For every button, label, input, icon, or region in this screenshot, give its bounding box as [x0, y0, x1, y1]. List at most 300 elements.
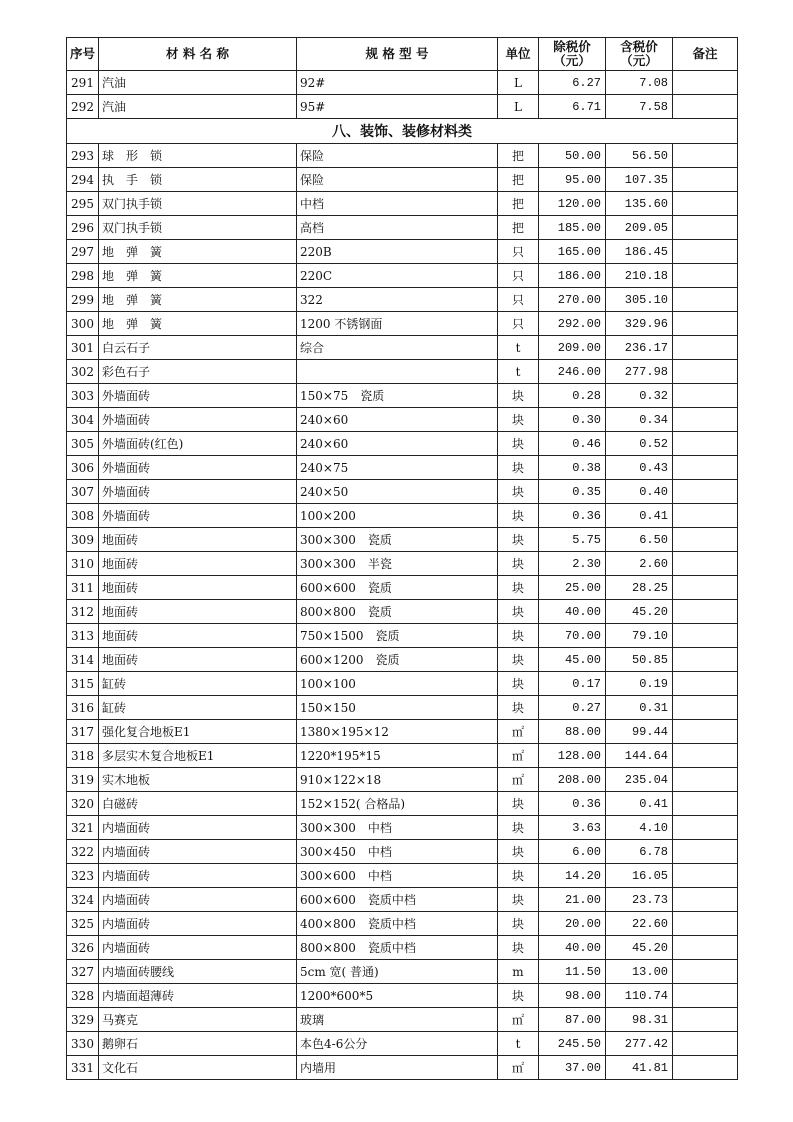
cell-unit: 块 — [498, 408, 539, 432]
cell-no: 292 — [67, 95, 99, 119]
cell-remark — [673, 792, 738, 816]
cell-unit: 块 — [498, 384, 539, 408]
cell-no: 316 — [67, 696, 99, 720]
cell-price-ex-tax: 88.00 — [539, 720, 606, 744]
cell-price-ex-tax: 186.00 — [539, 264, 606, 288]
cell-unit: 块 — [498, 456, 539, 480]
table-row — [67, 864, 738, 888]
cell-spec: 322 — [297, 288, 498, 312]
cell-name: 鹅卵石 — [99, 1032, 297, 1056]
cell-spec: 240×50 — [297, 480, 498, 504]
cell-spec: 300×300 半瓷 — [297, 552, 498, 576]
cell-price-inc-tax: 0.32 — [606, 384, 673, 408]
cell-unit: 块 — [498, 792, 539, 816]
cell-no: 304 — [67, 408, 99, 432]
cell-unit: 块 — [498, 552, 539, 576]
cell-spec: 5cm 宽( 普通) — [297, 960, 498, 984]
cell-remark — [673, 768, 738, 792]
cell-no: 329 — [67, 1008, 99, 1032]
cell-price-ex-tax: 98.00 — [539, 984, 606, 1008]
cell-name: 外墙面砖 — [99, 456, 297, 480]
cell-price-ex-tax: 21.00 — [539, 888, 606, 912]
cell-price-inc-tax: 50.85 — [606, 648, 673, 672]
cell-no: 317 — [67, 720, 99, 744]
cell-remark — [673, 144, 738, 168]
cell-price-inc-tax: 107.35 — [606, 168, 673, 192]
cell-price-inc-tax: 305.10 — [606, 288, 673, 312]
table-row — [67, 744, 738, 768]
cell-price-inc-tax: 22.60 — [606, 912, 673, 936]
cell-no: 311 — [67, 576, 99, 600]
cell-remark — [673, 408, 738, 432]
cell-spec: 高档 — [297, 216, 498, 240]
cell-remark — [673, 504, 738, 528]
cell-unit: 块 — [498, 936, 539, 960]
cell-remark — [673, 696, 738, 720]
table-row — [67, 240, 738, 264]
cell-name: 地面砖 — [99, 648, 297, 672]
cell-price-ex-tax: 245.50 — [539, 1032, 606, 1056]
cell-price-ex-tax: 270.00 — [539, 288, 606, 312]
cell-unit: 块 — [498, 600, 539, 624]
cell-remark — [673, 288, 738, 312]
header-unit: 单位 — [498, 38, 539, 71]
cell-no: 294 — [67, 168, 99, 192]
cell-name: 强化复合地板E1 — [99, 720, 297, 744]
cell-price-inc-tax: 277.98 — [606, 360, 673, 384]
cell-name: 多层实木复合地板E1 — [99, 744, 297, 768]
table-row — [67, 216, 738, 240]
cell-spec: 玻璃 — [297, 1008, 498, 1032]
cell-spec: 1200 不锈钢面 — [297, 312, 498, 336]
cell-spec: 240×60 — [297, 408, 498, 432]
cell-unit: 块 — [498, 504, 539, 528]
cell-price-ex-tax: 6.00 — [539, 840, 606, 864]
cell-spec: 300×450 中档 — [297, 840, 498, 864]
cell-no: 323 — [67, 864, 99, 888]
cell-price-inc-tax: 98.31 — [606, 1008, 673, 1032]
cell-unit: 块 — [498, 528, 539, 552]
cell-name: 地面砖 — [99, 624, 297, 648]
table-row — [67, 192, 738, 216]
cell-unit: 块 — [498, 432, 539, 456]
cell-remark — [673, 95, 738, 119]
cell-price-inc-tax: 329.96 — [606, 312, 673, 336]
cell-price-inc-tax: 45.20 — [606, 600, 673, 624]
cell-name: 白磁砖 — [99, 792, 297, 816]
cell-price-inc-tax: 45.20 — [606, 936, 673, 960]
table-row — [67, 71, 738, 95]
cell-spec: 240×75 — [297, 456, 498, 480]
cell-spec: 400×800 瓷质中档 — [297, 912, 498, 936]
cell-price-ex-tax: 40.00 — [539, 936, 606, 960]
cell-unit: 块 — [498, 888, 539, 912]
cell-remark — [673, 240, 738, 264]
cell-remark — [673, 192, 738, 216]
cell-spec: 600×600 瓷质 — [297, 576, 498, 600]
cell-name: 实木地板 — [99, 768, 297, 792]
cell-unit: ㎡ — [498, 720, 539, 744]
cell-name: 内墙面砖 — [99, 840, 297, 864]
cell-remark — [673, 432, 738, 456]
cell-no: 326 — [67, 936, 99, 960]
table-row — [67, 624, 738, 648]
table-row — [67, 888, 738, 912]
cell-name: 文化石 — [99, 1056, 297, 1080]
cell-price-ex-tax: 0.30 — [539, 408, 606, 432]
cell-no: 293 — [67, 144, 99, 168]
cell-price-ex-tax: 25.00 — [539, 576, 606, 600]
cell-name: 汽油 — [99, 71, 297, 95]
table-row — [67, 720, 738, 744]
cell-price-ex-tax: 0.36 — [539, 792, 606, 816]
cell-name: 马赛克 — [99, 1008, 297, 1032]
cell-price-inc-tax: 56.50 — [606, 144, 673, 168]
cell-unit: t — [498, 336, 539, 360]
cell-unit: 块 — [498, 984, 539, 1008]
table-row — [67, 432, 738, 456]
cell-price-inc-tax: 13.00 — [606, 960, 673, 984]
cell-price-ex-tax: 6.71 — [539, 95, 606, 119]
cell-no: 313 — [67, 624, 99, 648]
table-row — [67, 528, 738, 552]
cell-price-inc-tax: 79.10 — [606, 624, 673, 648]
cell-unit: 只 — [498, 240, 539, 264]
table-row — [67, 768, 738, 792]
cell-name: 内墙面砖 — [99, 912, 297, 936]
cell-spec: 1200*600*5 — [297, 984, 498, 1008]
cell-remark — [673, 456, 738, 480]
cell-remark — [673, 71, 738, 95]
price-table — [66, 37, 738, 1080]
cell-spec: 600×1200 瓷质 — [297, 648, 498, 672]
cell-unit: 块 — [498, 816, 539, 840]
cell-unit: ㎡ — [498, 744, 539, 768]
cell-remark — [673, 624, 738, 648]
cell-remark — [673, 552, 738, 576]
cell-name: 内墙面砖 — [99, 864, 297, 888]
cell-remark — [673, 888, 738, 912]
cell-name: 外墙面砖(红色) — [99, 432, 297, 456]
cell-spec: 220B — [297, 240, 498, 264]
cell-price-inc-tax: 209.05 — [606, 216, 673, 240]
cell-no: 331 — [67, 1056, 99, 1080]
cell-name: 地面砖 — [99, 600, 297, 624]
cell-no: 310 — [67, 552, 99, 576]
cell-name: 地面砖 — [99, 528, 297, 552]
cell-spec: 本色4-6公分 — [297, 1032, 498, 1056]
cell-name: 白云石子 — [99, 336, 297, 360]
cell-price-ex-tax: 0.36 — [539, 504, 606, 528]
cell-no: 330 — [67, 1032, 99, 1056]
cell-unit: ㎡ — [498, 1056, 539, 1080]
cell-unit: 块 — [498, 480, 539, 504]
cell-no: 319 — [67, 768, 99, 792]
cell-price-inc-tax: 4.10 — [606, 816, 673, 840]
cell-unit: ㎡ — [498, 1008, 539, 1032]
cell-price-inc-tax: 0.41 — [606, 504, 673, 528]
cell-price-inc-tax: 144.64 — [606, 744, 673, 768]
cell-price-inc-tax: 135.60 — [606, 192, 673, 216]
cell-name: 汽油 — [99, 95, 297, 119]
cell-no: 327 — [67, 960, 99, 984]
cell-price-ex-tax: 14.20 — [539, 864, 606, 888]
cell-spec: 152×152( 合格品) — [297, 792, 498, 816]
cell-spec: 220C — [297, 264, 498, 288]
cell-remark — [673, 840, 738, 864]
cell-spec: 95# — [297, 95, 498, 119]
cell-name: 外墙面砖 — [99, 408, 297, 432]
table-row — [67, 552, 738, 576]
cell-price-inc-tax: 110.74 — [606, 984, 673, 1008]
cell-no: 328 — [67, 984, 99, 1008]
cell-no: 312 — [67, 600, 99, 624]
cell-price-ex-tax: 0.46 — [539, 432, 606, 456]
cell-remark — [673, 864, 738, 888]
cell-price-inc-tax: 0.43 — [606, 456, 673, 480]
cell-no: 318 — [67, 744, 99, 768]
table-row — [67, 504, 738, 528]
cell-no: 300 — [67, 312, 99, 336]
cell-unit: 把 — [498, 168, 539, 192]
cell-price-inc-tax: 0.34 — [606, 408, 673, 432]
table-row — [67, 456, 738, 480]
cell-price-inc-tax: 235.04 — [606, 768, 673, 792]
cell-unit: 块 — [498, 648, 539, 672]
cell-price-inc-tax: 23.73 — [606, 888, 673, 912]
table-row — [67, 648, 738, 672]
cell-remark — [673, 360, 738, 384]
cell-remark — [673, 600, 738, 624]
cell-price-inc-tax: 236.17 — [606, 336, 673, 360]
table-row — [67, 264, 738, 288]
cell-unit: L — [498, 71, 539, 95]
cell-unit: 把 — [498, 144, 539, 168]
cell-name: 内墙面砖 — [99, 936, 297, 960]
table-row — [67, 1008, 738, 1032]
cell-spec: 910×122×18 — [297, 768, 498, 792]
cell-remark — [673, 312, 738, 336]
cell-price-inc-tax: 0.19 — [606, 672, 673, 696]
cell-spec: 240×60 — [297, 432, 498, 456]
cell-spec: 保险 — [297, 144, 498, 168]
cell-remark — [673, 960, 738, 984]
cell-price-inc-tax: 6.50 — [606, 528, 673, 552]
table-row — [67, 408, 738, 432]
cell-price-ex-tax: 0.38 — [539, 456, 606, 480]
table-row — [67, 360, 738, 384]
cell-price-inc-tax: 16.05 — [606, 864, 673, 888]
cell-name: 地面砖 — [99, 552, 297, 576]
cell-no: 291 — [67, 71, 99, 95]
cell-price-ex-tax: 208.00 — [539, 768, 606, 792]
cell-price-ex-tax: 3.63 — [539, 816, 606, 840]
cell-remark — [673, 744, 738, 768]
cell-price-ex-tax: 120.00 — [539, 192, 606, 216]
table-body — [67, 71, 738, 1080]
cell-unit: 把 — [498, 192, 539, 216]
cell-spec: 150×75 瓷质 — [297, 384, 498, 408]
cell-price-inc-tax: 7.58 — [606, 95, 673, 119]
cell-price-inc-tax: 0.31 — [606, 696, 673, 720]
table-row — [67, 1056, 738, 1080]
cell-price-ex-tax: 11.50 — [539, 960, 606, 984]
cell-remark — [673, 936, 738, 960]
cell-price-inc-tax: 0.41 — [606, 792, 673, 816]
cell-no: 295 — [67, 192, 99, 216]
cell-spec: 100×100 — [297, 672, 498, 696]
cell-name: 内墙面砖 — [99, 888, 297, 912]
cell-no: 305 — [67, 432, 99, 456]
cell-no: 308 — [67, 504, 99, 528]
table-row — [67, 1032, 738, 1056]
header-price-ex-tax: 除税价 （元） — [539, 38, 606, 71]
cell-price-inc-tax: 2.60 — [606, 552, 673, 576]
cell-price-ex-tax: 87.00 — [539, 1008, 606, 1032]
cell-name: 缸砖 — [99, 672, 297, 696]
cell-spec — [297, 360, 498, 384]
cell-no: 325 — [67, 912, 99, 936]
cell-remark — [673, 528, 738, 552]
cell-no: 299 — [67, 288, 99, 312]
cell-unit: t — [498, 1032, 539, 1056]
cell-name: 地 弹 簧 — [99, 264, 297, 288]
cell-remark — [673, 648, 738, 672]
cell-remark — [673, 576, 738, 600]
cell-no: 306 — [67, 456, 99, 480]
cell-no: 321 — [67, 816, 99, 840]
cell-name: 地面砖 — [99, 576, 297, 600]
cell-remark — [673, 672, 738, 696]
cell-unit: m — [498, 960, 539, 984]
cell-name: 内墙面砖 — [99, 816, 297, 840]
cell-name: 双门执手锁 — [99, 216, 297, 240]
cell-spec: 600×600 瓷质中档 — [297, 888, 498, 912]
cell-unit: 把 — [498, 216, 539, 240]
table-row — [67, 840, 738, 864]
table-row — [67, 95, 738, 119]
table-row — [67, 912, 738, 936]
cell-spec: 中档 — [297, 192, 498, 216]
cell-spec: 100×200 — [297, 504, 498, 528]
cell-no: 322 — [67, 840, 99, 864]
cell-unit: 块 — [498, 864, 539, 888]
cell-name: 外墙面砖 — [99, 480, 297, 504]
cell-spec: 300×300 瓷质 — [297, 528, 498, 552]
cell-price-ex-tax: 246.00 — [539, 360, 606, 384]
cell-price-ex-tax: 0.17 — [539, 672, 606, 696]
cell-price-ex-tax: 20.00 — [539, 912, 606, 936]
cell-remark — [673, 480, 738, 504]
cell-unit: 只 — [498, 312, 539, 336]
cell-price-inc-tax: 99.44 — [606, 720, 673, 744]
cell-name: 外墙面砖 — [99, 504, 297, 528]
cell-price-ex-tax: 40.00 — [539, 600, 606, 624]
cell-spec: 300×600 中档 — [297, 864, 498, 888]
cell-spec: 92# — [297, 71, 498, 95]
cell-no: 297 — [67, 240, 99, 264]
cell-price-inc-tax: 0.52 — [606, 432, 673, 456]
cell-price-inc-tax: 210.18 — [606, 264, 673, 288]
cell-name: 外墙面砖 — [99, 384, 297, 408]
cell-spec: 300×300 中档 — [297, 816, 498, 840]
cell-unit: 块 — [498, 912, 539, 936]
cell-no: 320 — [67, 792, 99, 816]
table-row — [67, 600, 738, 624]
cell-unit: 块 — [498, 696, 539, 720]
header-remark: 备注 — [673, 38, 738, 71]
cell-price-ex-tax: 45.00 — [539, 648, 606, 672]
cell-spec: 综合 — [297, 336, 498, 360]
table-row — [67, 984, 738, 1008]
cell-no: 303 — [67, 384, 99, 408]
table-header-row — [67, 38, 738, 71]
cell-no: 301 — [67, 336, 99, 360]
cell-price-ex-tax: 50.00 — [539, 144, 606, 168]
cell-spec: 1380×195×12 — [297, 720, 498, 744]
table-row — [67, 576, 738, 600]
cell-price-ex-tax: 185.00 — [539, 216, 606, 240]
table-row — [67, 384, 738, 408]
table-row — [67, 696, 738, 720]
cell-unit: ㎡ — [498, 768, 539, 792]
cell-name: 内墙面超薄砖 — [99, 984, 297, 1008]
cell-price-ex-tax: 0.27 — [539, 696, 606, 720]
cell-price-inc-tax: 186.45 — [606, 240, 673, 264]
table-row — [67, 792, 738, 816]
cell-remark — [673, 912, 738, 936]
cell-unit: 块 — [498, 672, 539, 696]
table-row — [67, 144, 738, 168]
table-row — [67, 288, 738, 312]
header-spec: 规 格 型 号 — [297, 38, 498, 71]
cell-remark — [673, 336, 738, 360]
cell-price-inc-tax: 41.81 — [606, 1056, 673, 1080]
cell-unit: 块 — [498, 624, 539, 648]
cell-price-ex-tax: 128.00 — [539, 744, 606, 768]
cell-price-ex-tax: 2.30 — [539, 552, 606, 576]
cell-unit: 块 — [498, 840, 539, 864]
cell-no: 324 — [67, 888, 99, 912]
cell-remark — [673, 1032, 738, 1056]
cell-name: 地 弹 簧 — [99, 240, 297, 264]
table-row — [67, 336, 738, 360]
table-row — [67, 936, 738, 960]
table-row — [67, 672, 738, 696]
cell-no: 314 — [67, 648, 99, 672]
cell-price-ex-tax: 165.00 — [539, 240, 606, 264]
section-row — [67, 119, 738, 144]
cell-no: 302 — [67, 360, 99, 384]
cell-price-inc-tax: 277.42 — [606, 1032, 673, 1056]
cell-unit: L — [498, 95, 539, 119]
cell-price-ex-tax: 292.00 — [539, 312, 606, 336]
cell-name: 球 形 锁 — [99, 144, 297, 168]
cell-price-ex-tax: 5.75 — [539, 528, 606, 552]
cell-spec: 800×800 瓷质中档 — [297, 936, 498, 960]
cell-no: 309 — [67, 528, 99, 552]
cell-unit: 只 — [498, 288, 539, 312]
cell-spec: 保险 — [297, 168, 498, 192]
cell-remark — [673, 168, 738, 192]
cell-no: 298 — [67, 264, 99, 288]
cell-spec: 800×800 瓷质 — [297, 600, 498, 624]
table-row — [67, 480, 738, 504]
cell-remark — [673, 720, 738, 744]
cell-unit: 只 — [498, 264, 539, 288]
cell-name: 地 弹 簧 — [99, 288, 297, 312]
cell-price-ex-tax: 70.00 — [539, 624, 606, 648]
